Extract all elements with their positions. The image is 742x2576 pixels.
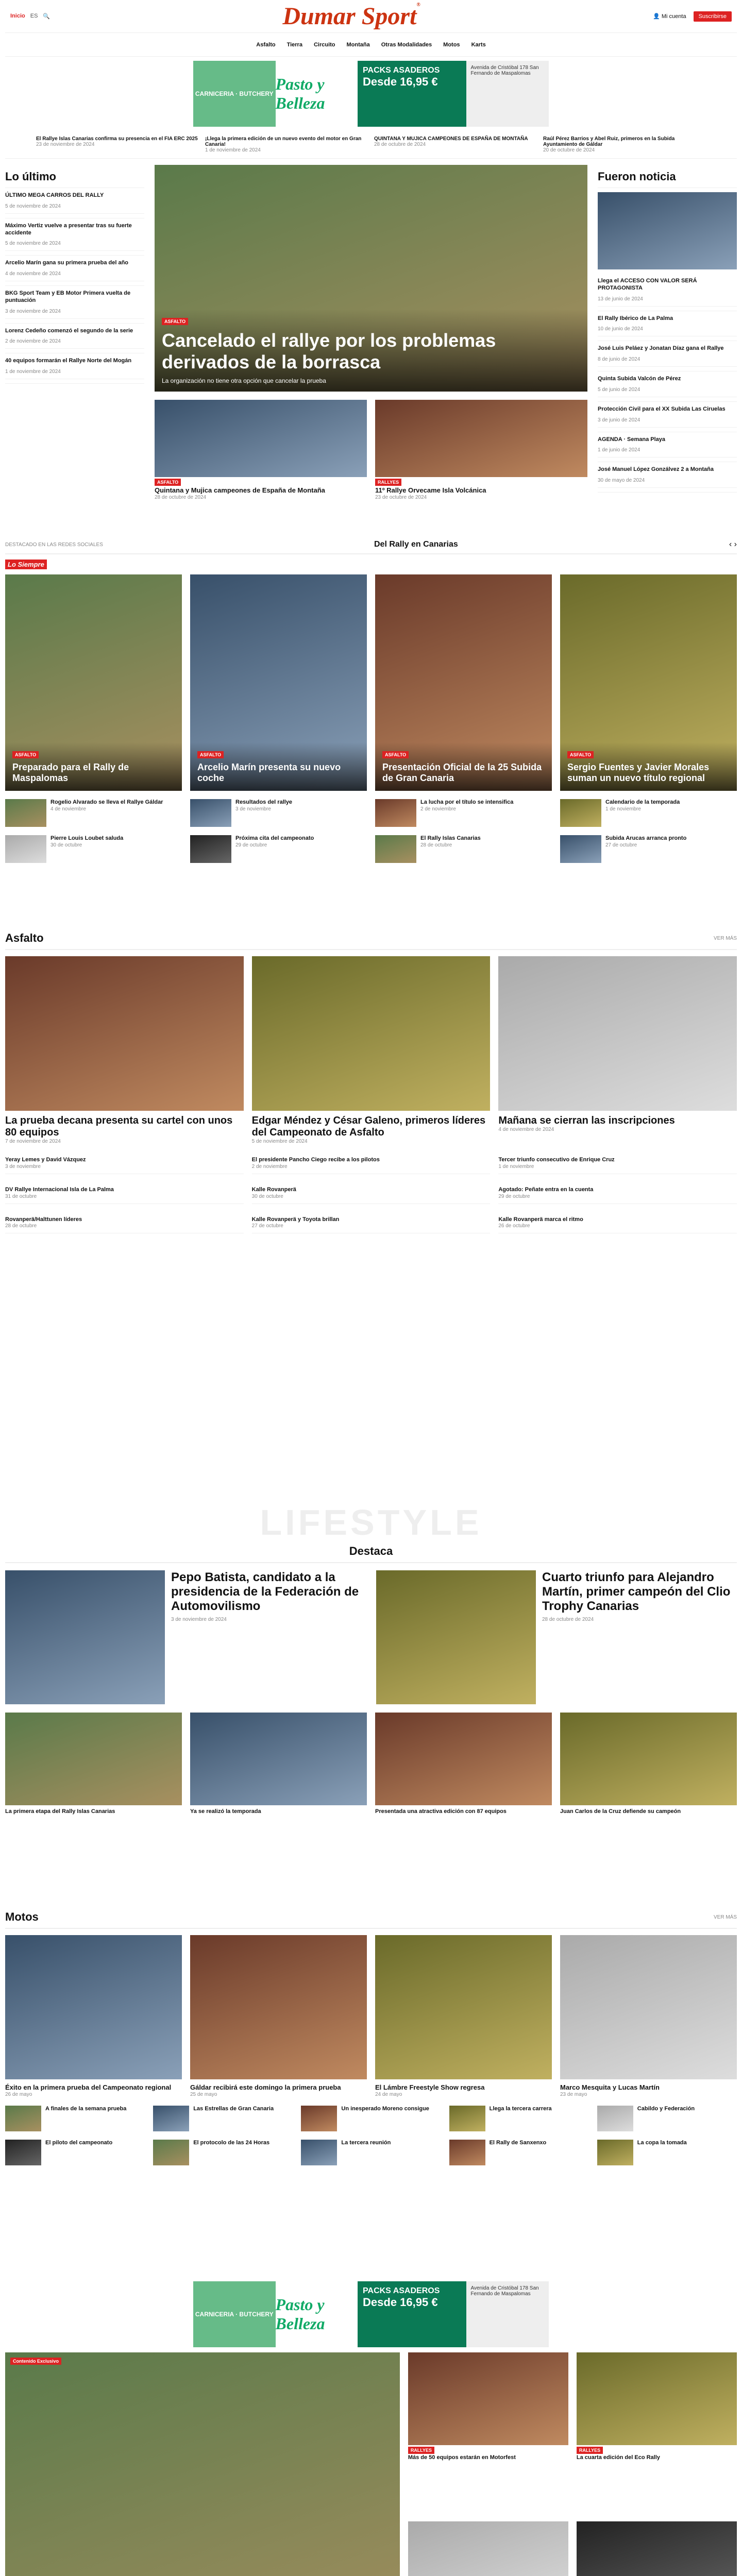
hero-column bbox=[155, 165, 587, 526]
destaca-card-title[interactable]: Pepo Batista, candidato a la presidencia de la Federación de Automovilismo bbox=[171, 1570, 359, 1613]
hero-tag[interactable]: ASFALTO bbox=[162, 318, 188, 325]
asfalto-list-title[interactable]: Yeray Lemes y David Vázquez bbox=[5, 1157, 86, 1163]
exclusive-side-card[interactable] bbox=[408, 2352, 568, 2513]
side-item-date: 3 de junio de 2024 bbox=[598, 413, 737, 428]
rally-small-item[interactable] bbox=[560, 799, 737, 827]
rally-small-date: 2 de noviembre bbox=[420, 806, 456, 812]
destaca-small-title[interactable]: Presentada una atractiva edición con 87 equipos bbox=[375, 1808, 507, 1815]
rally-small-image[interactable] bbox=[190, 835, 231, 863]
mid-card[interactable] bbox=[375, 400, 587, 500]
ticker-item[interactable] bbox=[36, 136, 199, 153]
side-item-title[interactable]: Máximo Vertiz vuelve a presentar tras su fuerte accidente bbox=[5, 222, 132, 236]
ticker-title[interactable]: ¡Llega la primera edición de un nuevo evento del motor en Gran Canaria! bbox=[205, 136, 362, 147]
asfalto-card-title[interactable]: La prueba decana presenta su cartel con unos 80 equipos bbox=[5, 1115, 233, 1138]
ticker-date: 23 de noviembre de 2024 bbox=[36, 142, 95, 147]
mid-card-image[interactable] bbox=[375, 400, 587, 477]
asfalto-list-item[interactable] bbox=[498, 1153, 737, 1174]
motos-section bbox=[5, 1906, 737, 2277]
asfalto-card-image[interactable] bbox=[252, 956, 491, 1111]
moto-list-image[interactable] bbox=[449, 2106, 485, 2131]
destaca-small-title[interactable]: La primera etapa del Rally Islas Canarias bbox=[5, 1808, 115, 1815]
moto-card[interactable] bbox=[190, 1935, 367, 2097]
asfalto-card-image[interactable] bbox=[498, 956, 737, 1111]
side-item[interactable] bbox=[5, 218, 144, 256]
destaca-small-image[interactable] bbox=[375, 1713, 552, 1805]
asfalto-list-date: 30 de octubre bbox=[251, 1193, 283, 1199]
ad2-offer: PACKS ASADEROS Desde 16,95 € bbox=[358, 2281, 466, 2347]
side-item-date: 30 de mayo de 2024 bbox=[598, 473, 737, 488]
rally-small-item[interactable] bbox=[5, 799, 182, 827]
rally-card-tag[interactable]: ASFALTO bbox=[12, 751, 39, 758]
asfalto-list-item[interactable] bbox=[498, 1182, 737, 1204]
moto-list-item[interactable] bbox=[597, 2106, 737, 2131]
nav-item[interactable]: Asfalto bbox=[256, 41, 276, 48]
asfalto-list-date: 2 de noviembre bbox=[251, 1163, 288, 1170]
moto-list-image[interactable] bbox=[153, 2140, 189, 2165]
moto-card-image[interactable] bbox=[5, 1935, 182, 2079]
exclusive-side-title[interactable]: La cuarta edición del Eco Rally bbox=[576, 2454, 660, 2461]
destaca-small-card[interactable] bbox=[190, 1713, 367, 1816]
nav-item[interactable]: Montaña bbox=[346, 41, 370, 48]
rally-small-image[interactable] bbox=[5, 799, 46, 827]
side-item[interactable] bbox=[598, 274, 737, 311]
moto-card-image[interactable] bbox=[560, 1935, 737, 2079]
moto-list-title[interactable]: Las Estrellas de Gran Canaria bbox=[193, 2106, 274, 2112]
side-item-title[interactable]: Llega el ACCESO CON VALOR SERÁ PROTAGONISTA bbox=[598, 278, 697, 291]
asfalto-list-title[interactable]: Rovanperä/Halttunen líderes bbox=[5, 1216, 82, 1223]
rally-small-title[interactable]: Subida Arucas arranca pronto bbox=[605, 835, 687, 841]
mid-card[interactable] bbox=[155, 400, 367, 500]
exclusive-side-card[interactable] bbox=[577, 2521, 737, 2576]
moto-list-title[interactable]: Cabildo y Federación bbox=[637, 2106, 695, 2112]
side-item-date: 1 de junio de 2024 bbox=[598, 443, 737, 457]
asfalto-list-date: 27 de octubre bbox=[251, 1223, 283, 1229]
moto-list-title[interactable]: El protocolo de las 24 Horas bbox=[193, 2140, 270, 2146]
rally-small-date: 29 de octubre bbox=[235, 842, 267, 848]
rally-small-item[interactable] bbox=[375, 835, 552, 863]
ad-banner[interactable] bbox=[193, 61, 549, 127]
side-item-date: 4 de noviembre de 2024 bbox=[5, 267, 144, 281]
motos-more[interactable]: VER MÁS bbox=[713, 1914, 737, 1920]
moto-list-item[interactable] bbox=[153, 2140, 293, 2165]
nav-item[interactable]: Otras Modalidades bbox=[381, 41, 432, 48]
moto-list-item[interactable] bbox=[5, 2140, 145, 2165]
side-item-title[interactable]: AGENDA · Semana Playa bbox=[598, 436, 666, 443]
asfalto-list-title[interactable]: Tercer triunfo consecutivo de Enrique Cruz bbox=[498, 1157, 615, 1163]
asfalto-card[interactable] bbox=[252, 956, 491, 1144]
destaca-small-image[interactable] bbox=[560, 1713, 737, 1805]
ad2-address: Avenida de Cristóbal 178 San Fernando de Maspalomas bbox=[466, 2281, 549, 2347]
exclusive-side-image[interactable] bbox=[408, 2521, 568, 2576]
rally-small-item[interactable] bbox=[190, 799, 367, 827]
asfalto-list-item[interactable] bbox=[5, 1212, 244, 1234]
rally-small-title[interactable]: La lucha por el título se intensifica bbox=[420, 799, 514, 805]
moto-list-image[interactable] bbox=[597, 2140, 633, 2165]
site-logo[interactable]: Dumar Sport® bbox=[282, 2, 420, 30]
nav-item[interactable]: Tierra bbox=[286, 41, 302, 48]
rally-small-date: 4 de noviembre bbox=[50, 806, 86, 812]
asfalto-card-date: 4 de noviembre de 2024 bbox=[498, 1127, 554, 1132]
side-item-title[interactable]: José Luis Peláez y Jonatan Díaz gana el Rallye bbox=[598, 345, 724, 352]
rally-small-item[interactable] bbox=[560, 835, 737, 863]
exclusive-side-title[interactable]: Más de 50 equipos estarán en Motorfest bbox=[408, 2454, 516, 2461]
asfalto-list-date: 1 de noviembre bbox=[498, 1163, 534, 1170]
rally-card[interactable] bbox=[560, 574, 737, 791]
asfalto-list-item[interactable] bbox=[5, 1153, 244, 1174]
destaca-small-title[interactable]: Juan Carlos de la Cruz defiende su campeón bbox=[560, 1808, 681, 1815]
side-item[interactable] bbox=[598, 311, 737, 342]
moto-card-date: 23 de mayo bbox=[560, 2092, 587, 2098]
ad2-panel: CARNICERIA · BUTCHERY bbox=[193, 2281, 276, 2347]
search-icon[interactable]: 🔍 bbox=[43, 13, 50, 20]
rally-section bbox=[5, 536, 737, 917]
side-item-date: 8 de junio de 2024 bbox=[598, 352, 737, 367]
rally-small-date: 1 de noviembre bbox=[605, 806, 641, 812]
rally-card-title[interactable]: Presentación Oficial de la 25 Subida de Gran Canaria bbox=[382, 762, 542, 783]
moto-card-date: 25 de mayo bbox=[190, 2092, 217, 2098]
side-item-date: 10 de junio de 2024 bbox=[598, 322, 737, 336]
rally-small-date: 30 de octubre bbox=[50, 842, 82, 848]
rally-small-image[interactable] bbox=[190, 799, 231, 827]
nav-item[interactable]: Karts bbox=[471, 41, 486, 48]
rally-badge: Lo Siempre bbox=[5, 560, 47, 569]
rally-small-item[interactable] bbox=[5, 835, 182, 863]
rally-small-item[interactable] bbox=[375, 799, 552, 827]
rally-small-image[interactable] bbox=[375, 835, 416, 863]
nav-item[interactable]: Motos bbox=[443, 41, 460, 48]
side-item-date: 3 de noviembre de 2024 bbox=[5, 304, 144, 319]
ticker-date: 1 de noviembre de 2024 bbox=[205, 147, 261, 153]
side-item-title[interactable]: Protección Civil para el XX Subida Las Ciruelas bbox=[598, 405, 726, 412]
moto-list-item[interactable] bbox=[301, 2140, 441, 2165]
moto-list-item[interactable] bbox=[5, 2106, 145, 2131]
mid-card-title[interactable]: 11º Rallye Orvecame Isla Volcánica bbox=[375, 486, 486, 494]
fueron-title: Fueron noticia bbox=[598, 165, 737, 188]
lifestyle-word: LIFESTYLE bbox=[260, 1502, 482, 1543]
exclusive-side-tag[interactable]: RALLYES bbox=[577, 2447, 603, 2454]
rally-card-title[interactable]: Preparado para el Rally de Maspalomas bbox=[12, 762, 129, 783]
top-bar bbox=[5, 0, 737, 33]
rally-small-title[interactable]: Próxima cita del campeonato bbox=[235, 835, 314, 841]
rally-small-title[interactable]: El Rally Islas Canarias bbox=[420, 835, 481, 841]
destaca-card-title[interactable]: Cuarto triunfo para Alejandro Martín, primer campeón del Clio Trophy Canarias bbox=[542, 1570, 731, 1613]
ad-panel-meat: CARNICERIA · BUTCHERY bbox=[193, 61, 276, 127]
exclusive-side-tag[interactable]: RALLYES bbox=[408, 2447, 434, 2454]
exclusive-side-image[interactable] bbox=[408, 2352, 568, 2445]
rally-arrows[interactable]: ‹ › bbox=[729, 540, 737, 549]
side-item[interactable] bbox=[598, 402, 737, 432]
side-item[interactable] bbox=[598, 371, 737, 402]
destaca-small-image[interactable] bbox=[190, 1713, 367, 1805]
asfalto-list-date: 29 de octubre bbox=[498, 1193, 530, 1199]
ad-address: Avenida de Cristóbal 178 San Fernando de Maspalomas bbox=[466, 61, 549, 127]
side-item-title[interactable]: BKG Sport Team y EB Motor Primera vuelta de puntuación bbox=[5, 290, 131, 303]
asfalto-card-date: 7 de noviembre de 2024 bbox=[5, 1139, 61, 1144]
moto-card[interactable] bbox=[375, 1935, 552, 2097]
destaca-small-image[interactable] bbox=[5, 1713, 182, 1805]
rally-small-image[interactable] bbox=[5, 835, 46, 863]
moto-list-title[interactable]: La tercera reunión bbox=[341, 2140, 391, 2146]
asfalto-list-title[interactable]: Kalle Rovanperä bbox=[251, 1186, 296, 1193]
rally-card-tag[interactable]: ASFALTO bbox=[197, 751, 224, 758]
side-item-date: 5 de noviembre de 2024 bbox=[5, 199, 144, 214]
exclusive-side-image[interactable] bbox=[577, 2521, 737, 2576]
side-item[interactable] bbox=[5, 324, 144, 354]
destaca-small-card[interactable] bbox=[375, 1713, 552, 1816]
rally-small-title[interactable]: Calendario de la temporada bbox=[605, 799, 680, 805]
rally-card-tag[interactable]: ASFALTO bbox=[567, 751, 594, 758]
asfalto-card-title[interactable]: Edgar Méndez y César Galeno, primeros líderes del Campeonato de Asfalto bbox=[251, 1115, 486, 1138]
mid-card-date: 23 de octubre de 2024 bbox=[375, 495, 427, 501]
rally-card-title[interactable]: Arcelio Marín presenta su nuevo coche bbox=[197, 762, 341, 783]
ticker-date: 28 de octubre de 2024 bbox=[374, 142, 426, 147]
side-item-title[interactable]: 40 equipos formarán el Rallye Norte del Mogán bbox=[5, 358, 132, 364]
moto-list-image[interactable] bbox=[597, 2106, 633, 2131]
hero-title[interactable]: Cancelado el rallye por los problemas derivados de la borrasca bbox=[162, 330, 496, 372]
destaca-small-title[interactable]: Ya se realizó la temporada bbox=[190, 1808, 261, 1815]
ad-offer: PACKS ASADEROS Desde 16,95 € bbox=[358, 61, 466, 127]
ticker-date: 20 de octubre de 2024 bbox=[543, 147, 595, 153]
moto-list-image[interactable] bbox=[5, 2106, 41, 2131]
rally-small-image[interactable] bbox=[560, 835, 601, 863]
ad2-logo: Pasto y Belleza bbox=[276, 2281, 358, 2347]
side-item-title[interactable]: Lorenz Cedeño comenzó el segundo de la serie bbox=[5, 327, 133, 334]
rally-card[interactable] bbox=[5, 574, 182, 791]
moto-list-image[interactable] bbox=[5, 2140, 41, 2165]
exclusive-section bbox=[5, 2352, 737, 2576]
lang-select[interactable]: ES bbox=[30, 13, 38, 19]
moto-list-title[interactable]: El piloto del campeonato bbox=[45, 2140, 113, 2146]
destaca-small-card[interactable] bbox=[5, 1713, 182, 1816]
moto-list-image[interactable] bbox=[449, 2140, 485, 2165]
side-item-title[interactable]: Quinta Subida Valcón de Pérez bbox=[598, 376, 681, 382]
moto-list-image[interactable] bbox=[301, 2106, 337, 2131]
side-item-title[interactable]: ÚLTIMO MEGA CARROS DEL RALLY bbox=[5, 192, 104, 198]
side-item[interactable] bbox=[5, 256, 144, 286]
ticker-item[interactable] bbox=[374, 136, 537, 153]
rally-small-title[interactable]: Pierre Louis Loubet saluda bbox=[50, 835, 124, 841]
mid-card-title[interactable]: Quintana y Mujica campeones de España de Montaña bbox=[155, 486, 325, 494]
side-item[interactable] bbox=[598, 462, 737, 493]
asfalto-list-item[interactable] bbox=[5, 1182, 244, 1204]
rally-label: DESTACADO EN LAS REDES SOCIALES bbox=[5, 541, 103, 548]
moto-card-image[interactable] bbox=[375, 1935, 552, 2079]
mid-card-date: 28 de octubre de 2024 bbox=[155, 495, 207, 501]
side-item[interactable] bbox=[598, 341, 737, 371]
asfalto-title: Asfalto bbox=[5, 931, 44, 944]
main-nav bbox=[5, 33, 737, 57]
rally-small-title[interactable]: Resultados del rallye bbox=[235, 799, 293, 805]
asfalto-list-title[interactable]: Agotado: Peñate entra en la cuenta bbox=[498, 1186, 594, 1193]
rally-card-tag[interactable]: ASFALTO bbox=[382, 751, 409, 758]
moto-card-title[interactable]: El Lámbre Freestyle Show regresa bbox=[375, 2083, 485, 2091]
mid-card-tag[interactable]: ASFALTO bbox=[155, 479, 181, 486]
moto-list-item[interactable] bbox=[597, 2140, 737, 2165]
motos-title: Motos bbox=[5, 1910, 39, 1923]
asfalto-list-date: 31 de octubre bbox=[5, 1193, 37, 1199]
rally-small-date: 27 de octubre bbox=[605, 842, 637, 848]
side-item-title[interactable]: El Rally Ibérico de La Palma bbox=[598, 315, 673, 321]
edition-link[interactable]: Inicio bbox=[10, 13, 25, 19]
moto-list-title[interactable]: Un inesperado Moreno consigue bbox=[341, 2106, 429, 2112]
destaca-section bbox=[5, 1540, 737, 1896]
ticker-title[interactable]: QUINTANA Y MUJICA CAMPEONES DE ESPAÑA DE MONTAÑA bbox=[374, 136, 528, 142]
side-item-title[interactable]: Arcelio Marín gana su primera prueba del año bbox=[5, 260, 129, 266]
moto-list-item[interactable] bbox=[449, 2140, 589, 2165]
moto-card[interactable] bbox=[5, 1935, 182, 2097]
destaca-card-image[interactable] bbox=[376, 1570, 536, 1704]
side-item-date: 2 de noviembre de 2024 bbox=[5, 334, 144, 349]
mid-card-tag[interactable]: RALLYES bbox=[375, 479, 401, 486]
ticker-title[interactable]: El Rallye Islas Canarias confirma su presencia en el FIA ERC 2025 bbox=[36, 136, 198, 142]
exclusive-side-image[interactable] bbox=[577, 2352, 737, 2445]
ticker-title[interactable]: Raúl Pérez Barrios y Abel Ruiz, primeros en la Subida Ayuntamiento de Gáldar bbox=[543, 136, 675, 147]
asfalto-card-title[interactable]: Mañana se cierran las inscripciones bbox=[498, 1115, 675, 1126]
top-news bbox=[5, 165, 737, 526]
ad-banner-2[interactable] bbox=[193, 2281, 549, 2347]
moto-list-title[interactable]: A finales de la semana prueba bbox=[45, 2106, 127, 2112]
moto-list-item[interactable] bbox=[301, 2106, 441, 2131]
exclusive-label: Contenido Exclusivo bbox=[10, 2358, 61, 2365]
moto-list-item[interactable] bbox=[449, 2106, 589, 2131]
side-item-date: 13 de junio de 2024 bbox=[598, 292, 737, 307]
mid-card-image[interactable] bbox=[155, 400, 367, 477]
moto-list-item[interactable] bbox=[153, 2106, 293, 2131]
destaca-card-date: 28 de octubre de 2024 bbox=[542, 1617, 594, 1622]
latest-title: Lo último bbox=[5, 165, 144, 188]
news-ticker bbox=[5, 131, 737, 159]
moto-card-date: 26 de mayo bbox=[5, 2092, 32, 2098]
side-item[interactable] bbox=[5, 188, 144, 218]
hero-subtitle: La organización no tiene otra opción que cancelar la prueba bbox=[162, 377, 326, 384]
asfalto-list-title[interactable]: Kalle Rovanperä y Toyota brillan bbox=[251, 1216, 340, 1223]
rally-small-item[interactable] bbox=[190, 835, 367, 863]
account-link[interactable]: 👤 Mi cuenta bbox=[653, 13, 686, 20]
exclusive-image[interactable] bbox=[5, 2352, 400, 2576]
side-item[interactable] bbox=[598, 432, 737, 463]
rally-small-image[interactable] bbox=[375, 799, 416, 827]
asfalto-card[interactable] bbox=[5, 956, 244, 1144]
side-item-title[interactable]: José Manuel López Gonzálvez 2 a Montaña bbox=[598, 466, 714, 473]
destaca-card-image[interactable] bbox=[5, 1570, 165, 1704]
destaca-card[interactable] bbox=[5, 1570, 366, 1704]
ticker-item[interactable] bbox=[543, 136, 706, 153]
side-item-date: 5 de junio de 2024 bbox=[598, 383, 737, 397]
latest-column bbox=[5, 165, 144, 526]
destaca-card[interactable] bbox=[376, 1570, 737, 1704]
moto-card-image[interactable] bbox=[190, 1935, 367, 2079]
moto-card[interactable] bbox=[560, 1935, 737, 2097]
hero-image[interactable] bbox=[155, 165, 587, 392]
moto-list-title[interactable]: El Rally de Sanxenxo bbox=[489, 2140, 547, 2146]
subscribe-button[interactable]: Suscribirse bbox=[694, 11, 732, 22]
asfalto-list-title[interactable]: DV Rallye Internacional Isla de La Palma bbox=[5, 1186, 114, 1193]
fueron-column bbox=[598, 165, 737, 526]
asfalto-list-title[interactable]: Kalle Rovanperä marca el ritmo bbox=[498, 1216, 583, 1223]
asfalto-card-date: 5 de noviembre de 2024 bbox=[251, 1139, 308, 1144]
rally-small-date: 28 de octubre bbox=[420, 842, 452, 848]
rally-small-image[interactable] bbox=[560, 799, 601, 827]
asfalto-list-date: 3 de noviembre bbox=[5, 1163, 41, 1170]
nav-item[interactable]: Circuito bbox=[313, 41, 335, 48]
rally-small-title[interactable]: Rogelio Alvarado se lleva el Rallye Gáldar bbox=[50, 799, 163, 805]
destaca-title: Destaca bbox=[349, 1545, 393, 1557]
moto-card-title[interactable]: Gáldar recibirá este domingo la primera prueba bbox=[190, 2083, 341, 2091]
asfalto-list-item[interactable] bbox=[252, 1212, 491, 1234]
asfalto-list-item[interactable] bbox=[498, 1212, 737, 1234]
exclusive-side-card[interactable] bbox=[408, 2521, 568, 2576]
asfalto-more[interactable]: VER MÁS bbox=[713, 935, 737, 941]
ticker-item[interactable] bbox=[205, 136, 368, 153]
fueron-image[interactable] bbox=[598, 192, 737, 269]
rally-card[interactable] bbox=[190, 574, 367, 791]
side-item[interactable] bbox=[5, 286, 144, 324]
exclusive-side-card[interactable] bbox=[577, 2352, 737, 2513]
moto-card-title[interactable]: Éxito en la primera prueba del Campeonato regional bbox=[5, 2083, 172, 2091]
asfalto-list-item[interactable] bbox=[252, 1182, 491, 1204]
rally-card-title[interactable]: Sergio Fuentes y Javier Morales suman un nuevo título regional bbox=[567, 762, 710, 783]
moto-card-title[interactable]: Marco Mesquita y Lucas Martín bbox=[560, 2083, 660, 2091]
moto-list-title[interactable]: Llega la tercera carrera bbox=[489, 2106, 552, 2112]
moto-list-title[interactable]: La copa la tomada bbox=[637, 2140, 687, 2146]
side-item-date: 5 de noviembre de 2024 bbox=[5, 236, 144, 251]
asfalto-section bbox=[5, 927, 737, 1504]
side-item[interactable] bbox=[5, 353, 144, 384]
rally-title: Del Rally en Canarias bbox=[374, 540, 458, 549]
side-item-date: 1 de noviembre de 2024 bbox=[5, 365, 144, 379]
ad-logo: Pasto y Belleza bbox=[276, 61, 358, 127]
rally-small-date: 3 de noviembre bbox=[235, 806, 271, 812]
asfalto-list-item[interactable] bbox=[252, 1153, 491, 1174]
asfalto-card-image[interactable] bbox=[5, 956, 244, 1111]
asfalto-list-date: 28 de octubre bbox=[5, 1223, 37, 1229]
moto-list-image[interactable] bbox=[153, 2106, 189, 2131]
asfalto-list-title[interactable]: El presidente Pancho Ciego recibe a los pilotos bbox=[251, 1157, 380, 1163]
moto-list-image[interactable] bbox=[301, 2140, 337, 2165]
moto-card-date: 24 de mayo bbox=[375, 2092, 402, 2098]
asfalto-card[interactable] bbox=[498, 956, 737, 1144]
asfalto-list-date: 26 de octubre bbox=[498, 1223, 530, 1229]
rally-card[interactable] bbox=[375, 574, 552, 791]
destaca-small-card[interactable] bbox=[560, 1713, 737, 1816]
destaca-card-date: 3 de noviembre de 2024 bbox=[171, 1617, 227, 1622]
